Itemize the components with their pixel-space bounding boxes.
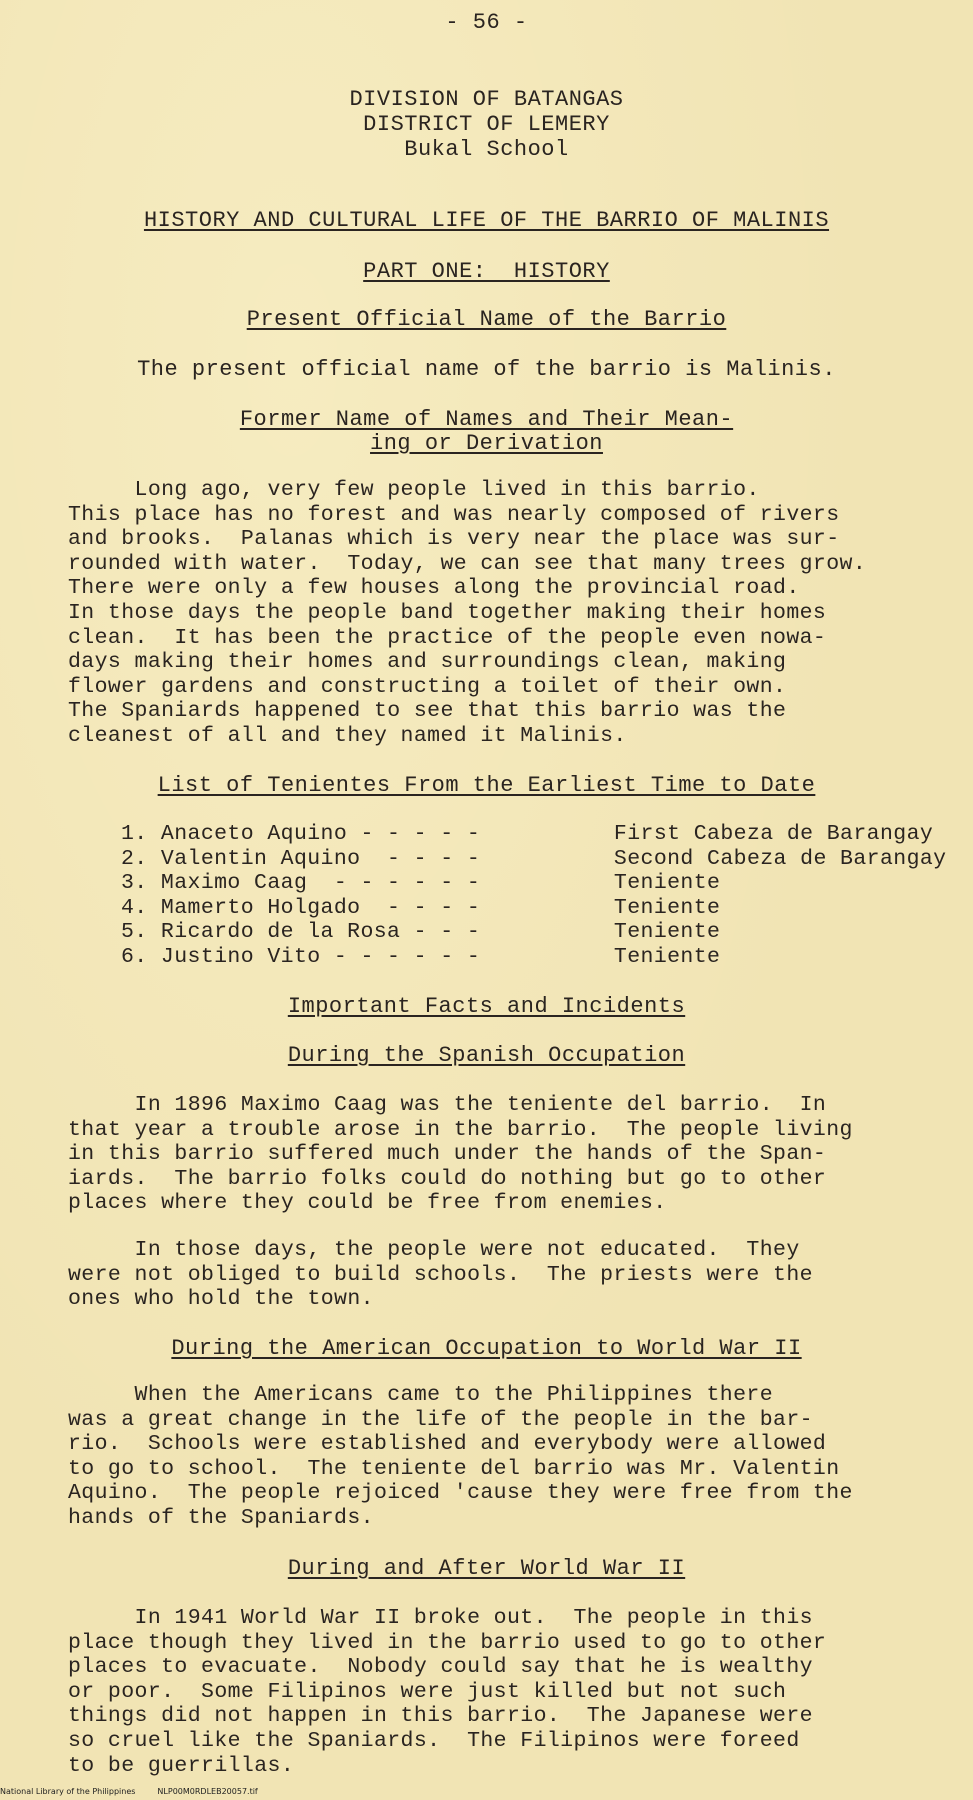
paragraph-line: In those days, the people were not educated. They xyxy=(68,1238,800,1262)
official-name-text: The present official name of the barrio is Malinis. xyxy=(137,357,836,382)
facts-heading-text: Important Facts and Incidents xyxy=(287,994,686,1019)
list-name: Ricardo de la Rosa - - - xyxy=(160,920,481,945)
header-school: Bukal School xyxy=(404,137,569,162)
facts-heading xyxy=(0,994,973,1019)
paragraph-line: flower gardens and constructing a toilet of their own. xyxy=(68,674,787,699)
paragraph-line: to be guerrillas. xyxy=(68,1753,295,1778)
tenientes-heading xyxy=(0,773,973,798)
paragraph-line: In 1941 World War II broke out. The people in this xyxy=(68,1606,813,1630)
paragraph-line: clean. It has been the practice of the people even nowa- xyxy=(68,625,827,650)
list-title: Teniente xyxy=(613,920,721,945)
paragraph-line: were not obliged to build schools. The priests were the xyxy=(68,1262,813,1287)
list-name: Anaceto Aquino - - - - - xyxy=(160,822,481,846)
paragraph-line: In 1896 Maximo Caag was the teniente del barrio. In xyxy=(68,1093,827,1117)
list-title: Second Cabeza de Barangay xyxy=(613,846,947,871)
paragraph-line: so cruel like the Spaniards. The Filipinos were foreed xyxy=(68,1728,800,1753)
list-item xyxy=(121,847,946,872)
list-number: 6. xyxy=(121,944,148,969)
paragraph-line: rio. Schools were established and everybody were allowed xyxy=(68,1432,827,1457)
list-title: Teniente xyxy=(613,895,721,920)
part-one-heading xyxy=(0,259,973,284)
paragraph-line: iards. The barrio folks could do nothing but go to other xyxy=(68,1166,827,1191)
list-number: 3. xyxy=(121,871,148,896)
spanish-paragraph-2 xyxy=(68,1238,963,1312)
paragraph-line: Aquino. The people rejoiced 'cause they were free from the xyxy=(68,1481,853,1506)
wwii-heading xyxy=(0,1556,973,1581)
list-name: Valentin Aquino - - - - xyxy=(160,846,481,871)
list-item xyxy=(121,822,946,847)
header-division: DIVISION OF BATANGAS xyxy=(349,87,624,112)
paragraph-line: and brooks. Palanas which is very near the place was sur- xyxy=(68,527,840,552)
paragraph-line: was a great change in the life of the people in the bar- xyxy=(68,1407,813,1432)
page-number: - 56 - xyxy=(445,10,528,35)
list-item xyxy=(121,920,946,945)
footer-file: NLP00M0RDLEB20057.tif xyxy=(157,1787,258,1796)
american-paragraph xyxy=(68,1383,963,1531)
list-item xyxy=(121,945,946,970)
list-number: 5. xyxy=(121,920,148,945)
paragraph-line: This place has no forest and was nearly composed of rivers xyxy=(68,502,840,527)
list-title: First Cabeza de Barangay xyxy=(613,822,934,846)
list-item xyxy=(121,896,946,921)
paragraph-line: place though they lived in the barrio used to go to other xyxy=(68,1630,827,1655)
footer-library: National Library of the Philippines xyxy=(0,1787,136,1796)
former-names-heading-1 xyxy=(0,407,973,432)
paragraph-line: The Spaniards happened to see that this barrio was the xyxy=(68,699,787,724)
former-names-paragraph xyxy=(68,478,963,749)
paragraph-line: hands of the Spaniards. xyxy=(68,1505,374,1530)
part-one-text: PART ONE: HISTORY xyxy=(363,259,610,284)
paragraph-line: places where they could be free from enemies. xyxy=(68,1191,667,1216)
official-name-heading-text: Present Official Name of the Barrio xyxy=(246,307,727,332)
header-district: DISTRICT OF LEMERY xyxy=(363,112,610,137)
list-title: Teniente xyxy=(613,944,721,969)
paragraph-line: or poor. Some Filipinos were just killed but not such xyxy=(68,1679,787,1704)
former-names-heading-1-text: Former Name of Names and Their Mean- xyxy=(239,407,734,432)
main-title xyxy=(0,208,973,233)
paragraph-line: to go to school. The teniente del barrio was Mr. Valentin xyxy=(68,1456,840,1481)
paragraph-line: rounded with water. Today, we can see that many trees grow. xyxy=(68,551,867,576)
paragraph-line: ones who hold the town. xyxy=(68,1287,374,1312)
wwii-heading-text: During and After World War II xyxy=(287,1556,686,1581)
official-name-heading xyxy=(0,307,973,332)
former-names-heading-2 xyxy=(0,431,973,456)
american-heading-text: During the American Occupation to World War II xyxy=(171,1336,802,1361)
main-title-text: HISTORY AND CULTURAL LIFE OF THE BARRIO OF MALINIS xyxy=(143,208,830,233)
paragraph-line: There were only a few houses along the provincial road. xyxy=(68,576,800,601)
former-names-heading-2-text: ing or Derivation xyxy=(370,431,603,456)
list-name: Justino Vito - - - - - - xyxy=(160,944,481,969)
tenientes-list xyxy=(121,822,946,970)
archive-footer xyxy=(0,1787,258,1797)
paragraph-line: Long ago, very few people lived in this barrio. xyxy=(68,478,760,502)
paragraph-line: In those days the people band together making their homes xyxy=(68,600,827,625)
paragraph-line: that year a trouble arose in the barrio. The people living xyxy=(68,1117,853,1142)
list-number: 4. xyxy=(121,895,148,920)
paragraph-line: days making their homes and surroundings clean, making xyxy=(68,650,787,675)
paragraph-line: places to evacuate. Nobody could say that he is wealthy xyxy=(68,1655,813,1680)
american-heading xyxy=(0,1336,973,1361)
tenientes-heading-text: List of Tenientes From the Earliest Time to Date xyxy=(157,773,816,798)
spanish-heading-text: During the Spanish Occupation xyxy=(287,1043,686,1068)
list-number: 2. xyxy=(121,846,148,871)
wwii-paragraph xyxy=(68,1606,963,1778)
list-title: Teniente xyxy=(613,871,721,896)
paragraph-line: When the Americans came to the Philippines there xyxy=(68,1383,774,1407)
list-name: Maximo Caag - - - - - - xyxy=(160,871,481,896)
list-item xyxy=(121,871,946,896)
list-name: Mamerto Holgado - - - - xyxy=(160,895,481,920)
paragraph-line: things did not happen in this barrio. The Japanese were xyxy=(68,1704,813,1729)
paragraph-line: in this barrio suffered much under the hands of the Span- xyxy=(68,1142,827,1167)
spanish-heading xyxy=(0,1043,973,1068)
paragraph-line: cleanest of all and they named it Malinis. xyxy=(68,723,627,748)
spanish-paragraph-1 xyxy=(68,1093,963,1216)
list-number: 1. xyxy=(121,822,148,846)
